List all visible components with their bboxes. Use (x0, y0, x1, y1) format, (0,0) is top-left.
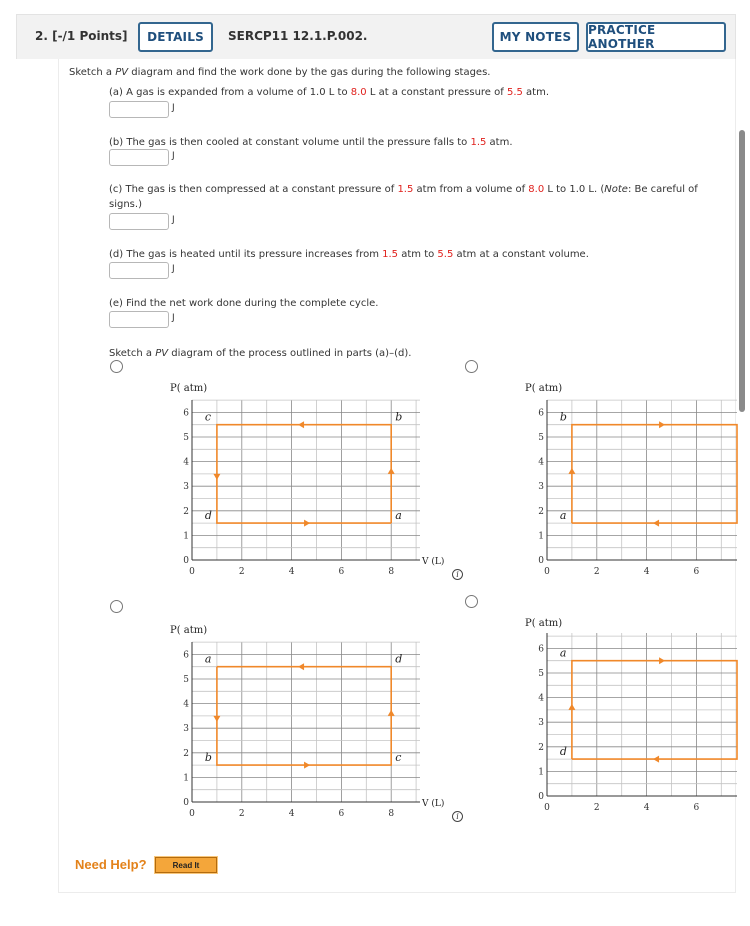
details-button[interactable]: DETAILS (138, 22, 213, 52)
y-tick-label: 2 (538, 742, 544, 753)
direction-arrow (213, 716, 220, 722)
y-tick-label: 0 (183, 556, 189, 566)
y-tick-label: 1 (538, 531, 544, 542)
points-label: 2. [-/1 Points] (35, 29, 128, 43)
y-tick-label: 4 (538, 693, 544, 704)
x-tick-label: 6 (693, 567, 700, 577)
state-label: a (559, 646, 567, 660)
info-icon[interactable]: i (452, 569, 463, 580)
part-c-unit: J (172, 215, 175, 225)
state-label: d (559, 745, 567, 759)
y-tick-label: 3 (538, 718, 544, 729)
state-label: b (559, 410, 567, 424)
question-intro: Sketch a PV diagram and find the work done by the gas during the following stages. (69, 67, 491, 78)
y-tick-label: 1 (183, 531, 189, 542)
y-tick-label: 6 (538, 408, 544, 419)
part-e-unit: J (172, 313, 175, 323)
info-icon[interactable]: i (452, 811, 463, 822)
x-tick-label: 0 (189, 567, 195, 577)
y-tick-label: 5 (538, 669, 544, 679)
x-tick-label: 8 (388, 809, 395, 819)
part-d-unit: J (172, 264, 175, 274)
y-tick-label: 3 (183, 482, 189, 493)
direction-arrow (298, 421, 304, 428)
state-label: d (395, 652, 403, 666)
part-b-unit: J (172, 151, 175, 161)
state-label: b (395, 410, 403, 424)
state-label: c (204, 410, 212, 424)
x-tick-label: 2 (238, 809, 245, 819)
x-tick-label: 4 (288, 809, 295, 819)
y-tick-label: 5 (183, 433, 189, 443)
y-tick-label: 1 (183, 773, 189, 784)
direction-arrow (304, 520, 310, 527)
state-label: d (204, 509, 212, 523)
y-tick-label: 3 (183, 724, 189, 735)
y-tick-label: 2 (183, 506, 189, 517)
state-label: c (395, 751, 402, 765)
x-tick-label: 4 (643, 567, 650, 577)
direction-arrow (388, 468, 395, 474)
part-a-unit: J (172, 103, 175, 113)
y-tick-label: 2 (538, 506, 544, 517)
y-tick-label: 6 (183, 408, 189, 419)
direction-arrow (568, 468, 575, 474)
y-axis-label: P( atm) (170, 625, 208, 636)
x-tick-label: 4 (288, 567, 295, 577)
x-tick-label: 0 (544, 567, 550, 577)
sketch-prompt: Sketch a PV diagram of the process outlined in parts (a)–(d). (109, 348, 412, 359)
x-tick-label: 8 (388, 567, 395, 577)
x-tick-label: 2 (593, 567, 600, 577)
y-tick-label: 5 (538, 433, 544, 443)
state-label: a (395, 509, 402, 523)
problem-reference: SERCP11 12.1.P.002. (228, 29, 368, 43)
x-tick-label: 2 (593, 803, 600, 813)
y-tick-label: 0 (183, 798, 189, 808)
y-tick-label: 3 (538, 482, 544, 493)
y-tick-label: 4 (183, 457, 189, 468)
direction-arrow (659, 657, 665, 664)
direction-arrow (304, 762, 310, 769)
x-tick-label: 0 (189, 809, 195, 819)
part-e-text: (e) Find the net work done during the complete cycle. (109, 298, 379, 309)
y-tick-label: 2 (183, 748, 189, 759)
direction-arrow (213, 474, 220, 480)
x-axis-label: V (L) (422, 799, 445, 809)
x-tick-label: 0 (544, 803, 550, 813)
x-axis-label: V (L) (422, 557, 445, 567)
direction-arrow (659, 421, 665, 428)
direction-arrow (653, 520, 659, 527)
read-it-button[interactable]: Read It (155, 857, 217, 873)
y-axis-label: P( atm) (525, 383, 563, 394)
y-tick-label: 4 (538, 457, 544, 468)
x-tick-label: 6 (693, 803, 700, 813)
x-tick-label: 2 (238, 567, 245, 577)
y-tick-label: 0 (538, 792, 544, 802)
my-notes-button[interactable]: MY NOTES (492, 22, 579, 52)
state-label: a (204, 652, 212, 666)
y-tick-label: 6 (538, 644, 544, 655)
direction-arrow (298, 663, 304, 670)
part-c-text: (c) The gas is then compressed at a constant pressure of 1.5 atm from a volume of 8.0 L to 1.0 L. (Note: Be careful of (109, 184, 698, 195)
direction-arrow (388, 710, 395, 716)
y-axis-label: P( atm) (525, 618, 563, 629)
state-label: b (204, 751, 212, 765)
x-tick-label: 6 (338, 809, 345, 819)
y-tick-label: 5 (183, 675, 189, 685)
x-tick-label: 4 (643, 803, 650, 813)
state-label: a (559, 509, 567, 523)
need-help-label: Need Help? (75, 857, 147, 872)
practice-another-button[interactable]: PRACTICE ANOTHER (586, 22, 726, 52)
y-axis-label: P( atm) (170, 383, 208, 394)
direction-arrow (653, 756, 659, 763)
y-tick-label: 6 (183, 650, 189, 661)
x-tick-label: 6 (338, 567, 345, 577)
y-tick-label: 0 (538, 556, 544, 566)
direction-arrow (568, 704, 575, 710)
part-c-text-line2: signs.) (109, 199, 142, 210)
part-d-text: (d) The gas is heated until its pressure increases from 1.5 atm to 5.5 atm at a constant volume. (109, 249, 589, 260)
y-tick-label: 4 (183, 699, 189, 710)
y-tick-label: 1 (538, 767, 544, 778)
part-a-text: (a) A gas is expanded from a volume of 1.0 L to 8.0 L at a constant pressure of 5.5 atm. (109, 87, 550, 98)
part-b-text: (b) The gas is then cooled at constant volume until the pressure falls to 1.5 atm. (109, 137, 513, 148)
